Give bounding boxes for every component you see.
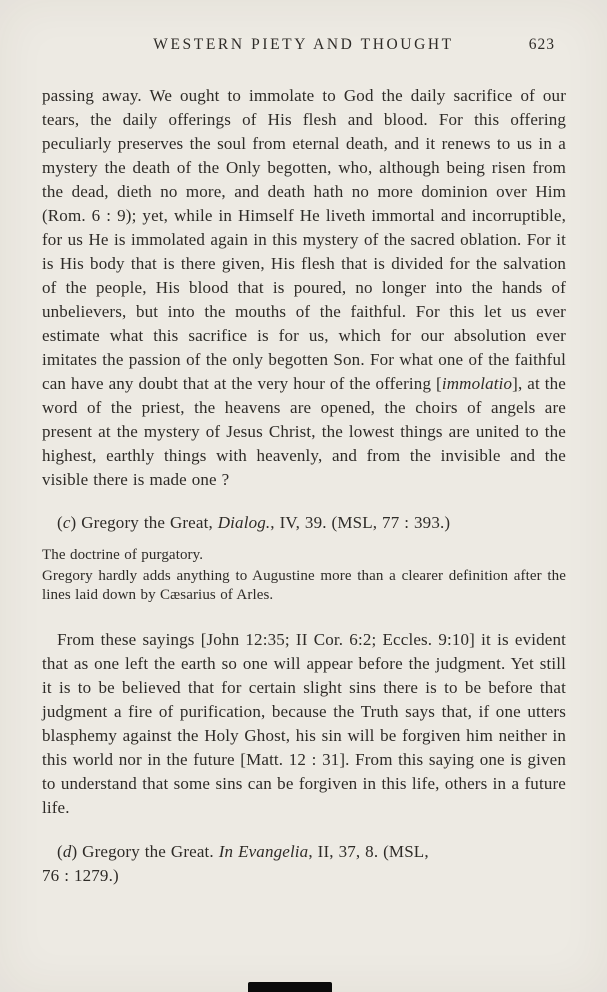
citation-reference: , II, 37, 8. (MSL, bbox=[308, 842, 429, 861]
paragraph-purgatory: From these sayings [John 12:35; II Cor. 6:2; Eccles. 9:10] it is evident that as one left the earth so one will appear before the judgment. Yet still it is to be believed that for certain slight sins there is to be before that judgment a fire of purification, because the Truth says that, if one utters blasphemy against the Holy Ghost, his sin will be forgiven him neither in this world nor in the future [Matt. 12 : 31]. From this saying one is given to understand that some sins can be forgiven in this life, others in a future life. bbox=[42, 630, 566, 817]
citation-reference: , IV, 39. (MSL, 77 : 393.) bbox=[270, 513, 451, 532]
citation-open-paren: ( bbox=[57, 513, 63, 532]
latin-term-immolatio: immolatio bbox=[441, 374, 513, 393]
citation-work-title: In Evangelia bbox=[218, 842, 309, 861]
page-header bbox=[42, 36, 565, 54]
scan-artifact-bar bbox=[248, 982, 332, 992]
citation-author: ) Gregory the Great, bbox=[70, 513, 218, 532]
note-doctrine: The doctrine of purgatory. bbox=[42, 547, 204, 563]
citation-letter: c bbox=[62, 513, 71, 532]
running-title: WESTERN PIETY AND THOUGHT bbox=[153, 36, 454, 53]
citation-author: ) Gregory the Great. bbox=[71, 842, 219, 861]
text-block bbox=[42, 84, 566, 888]
text-segment: passing away. We ought to immolate to God the daily sacrifice of our tears, the daily offerings of His flesh and blood. For this offering peculiarly preserves the soul from eternal death, and it renews to us in a mystery the death of the Only begotten, who, although being risen from the dead, dieth no more, and death hath no more dominion over Him (Rom. 6 : 9); yet, while in Himself He liveth immortal and incorruptible, for us He is immolated again in this mystery of the sacred oblation. For it is His body that is there given, His flesh that is divided for the salvation of the people, His blood that is poured, no longer into the hands of unbelievers, but into the mouths of the faithful. For this let us ever estimate what this sacrifice is for us, which for our absolution ever imitates the passion of the only begotten Son. For what one of the faithful can have any doubt that at the very hour of the offering [ bbox=[42, 86, 566, 393]
citation-open-paren: ( bbox=[57, 842, 63, 861]
note-gregory: Gregory hardly adds anything to Augustine more than a clearer definition after the lines laid down by Cæsarius of Arles. bbox=[42, 568, 566, 603]
citation-work-title: Dialog. bbox=[217, 513, 271, 532]
citation-letter: d bbox=[62, 842, 72, 861]
paragraph-oblation bbox=[42, 84, 566, 492]
citation-c bbox=[42, 511, 566, 535]
page-number: 623 bbox=[528, 36, 555, 53]
citation-d bbox=[42, 840, 566, 888]
text-segment: ], at the word of the priest, the heavens are opened, the choirs of angels are present at the mystery of Jesus Christ, the lowest things are united to the highest, earthly things with heavenly, and from the invisible and the visible there is made one ? bbox=[42, 374, 566, 489]
citation-reference-continued: 76 : 1279.) bbox=[42, 866, 119, 885]
